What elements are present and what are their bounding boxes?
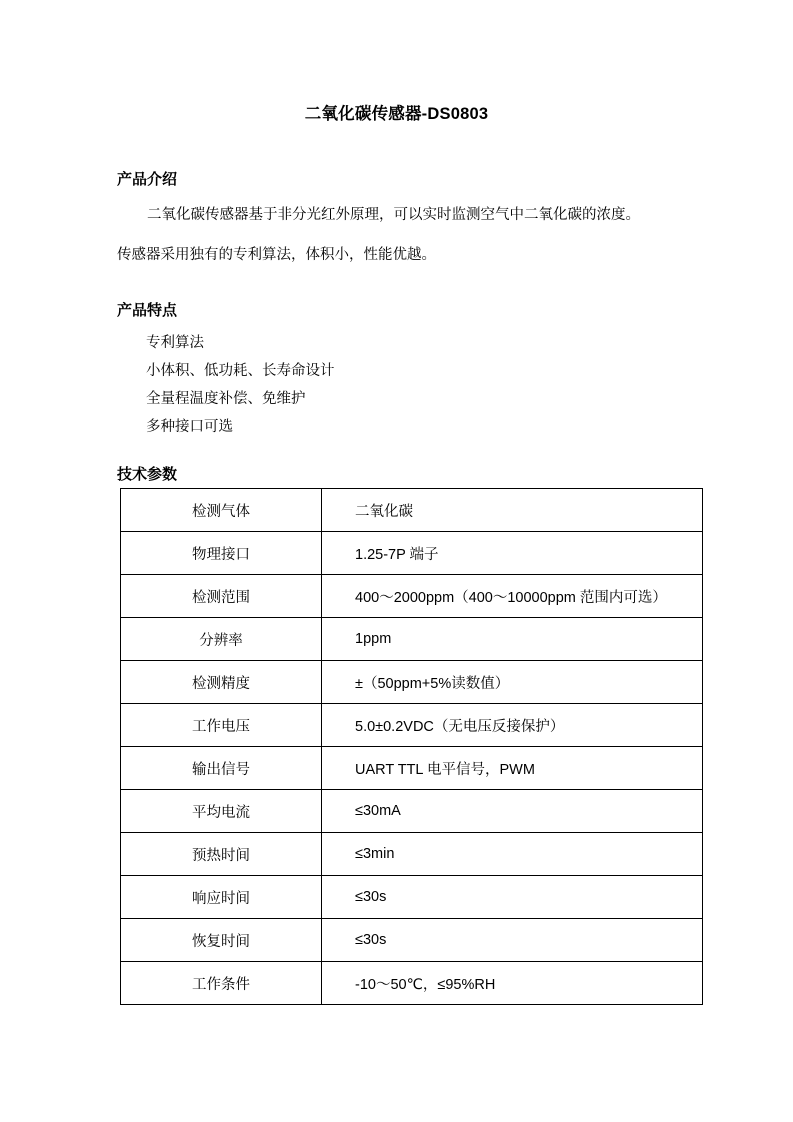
table-row [121, 532, 703, 575]
list-item: 全量程温度补偿、免维护 [146, 390, 306, 407]
spec-value: ≤3min [322, 833, 703, 876]
list-item: 专利算法 [146, 335, 204, 351]
table-row [121, 661, 703, 704]
spec-label: 工作电压 [121, 704, 322, 747]
spec-label: 检测范围 [121, 575, 322, 618]
spec-label: 分辨率 [121, 618, 322, 661]
table-row [121, 790, 703, 833]
spec-value: 400～2000ppm（400～10000ppm 范围内可选） [322, 575, 703, 618]
spec-value: -10～50℃，≤95%RH [322, 962, 703, 1005]
table-row [121, 919, 703, 962]
spec-label: 检测气体 [121, 489, 322, 532]
spec-value: 1.25-7P 端子 [322, 532, 703, 575]
table-row [121, 489, 703, 532]
section-heading-features: 产品特点 [117, 302, 178, 319]
document-title: 二氧化碳传感器-DS0803 [304, 105, 489, 123]
feature-list [146, 330, 335, 442]
section-heading-introduction: 产品介绍 [117, 171, 178, 188]
spec-label: 物理接口 [121, 532, 322, 575]
table-row [121, 833, 703, 876]
introduction-paragraph-1: 二氧化碳传感器基于非分光红外原理，可以实时监测空气中二氧化碳的浓度。 [147, 207, 640, 223]
specifications-table [120, 488, 703, 1005]
table-row [121, 618, 703, 661]
list-item: 多种接口可选 [146, 418, 233, 435]
introduction-paragraph-2: 传感器采用独有的专利算法，体积小，性能优越。 [117, 247, 436, 263]
spec-value: 二氧化碳 [322, 489, 703, 532]
section-heading-specifications: 技术参数 [117, 466, 178, 483]
list-item: 小体积、低功耗、长寿命设计 [146, 362, 335, 379]
spec-label: 响应时间 [121, 876, 322, 919]
table-row [121, 704, 703, 747]
spec-label: 输出信号 [121, 747, 322, 790]
spec-value: UART TTL 电平信号，PWM [322, 747, 703, 790]
table-row [121, 747, 703, 790]
spec-value: ≤30s [322, 919, 703, 962]
table-row [121, 876, 703, 919]
spec-label: 工作条件 [121, 962, 322, 1005]
spec-value: 5.0±0.2VDC（无电压反接保护） [322, 704, 703, 747]
spec-value: ≤30mA [322, 790, 703, 833]
spec-label: 平均电流 [121, 790, 322, 833]
table-row [121, 575, 703, 618]
spec-label: 检测精度 [121, 661, 322, 704]
table-row [121, 962, 703, 1005]
spec-label: 预热时间 [121, 833, 322, 876]
spec-value: 1ppm [322, 618, 703, 661]
spec-label: 恢复时间 [121, 919, 322, 962]
spec-value: ≤30s [322, 876, 703, 919]
spec-value: ±（50ppm+5%读数值） [322, 661, 703, 704]
